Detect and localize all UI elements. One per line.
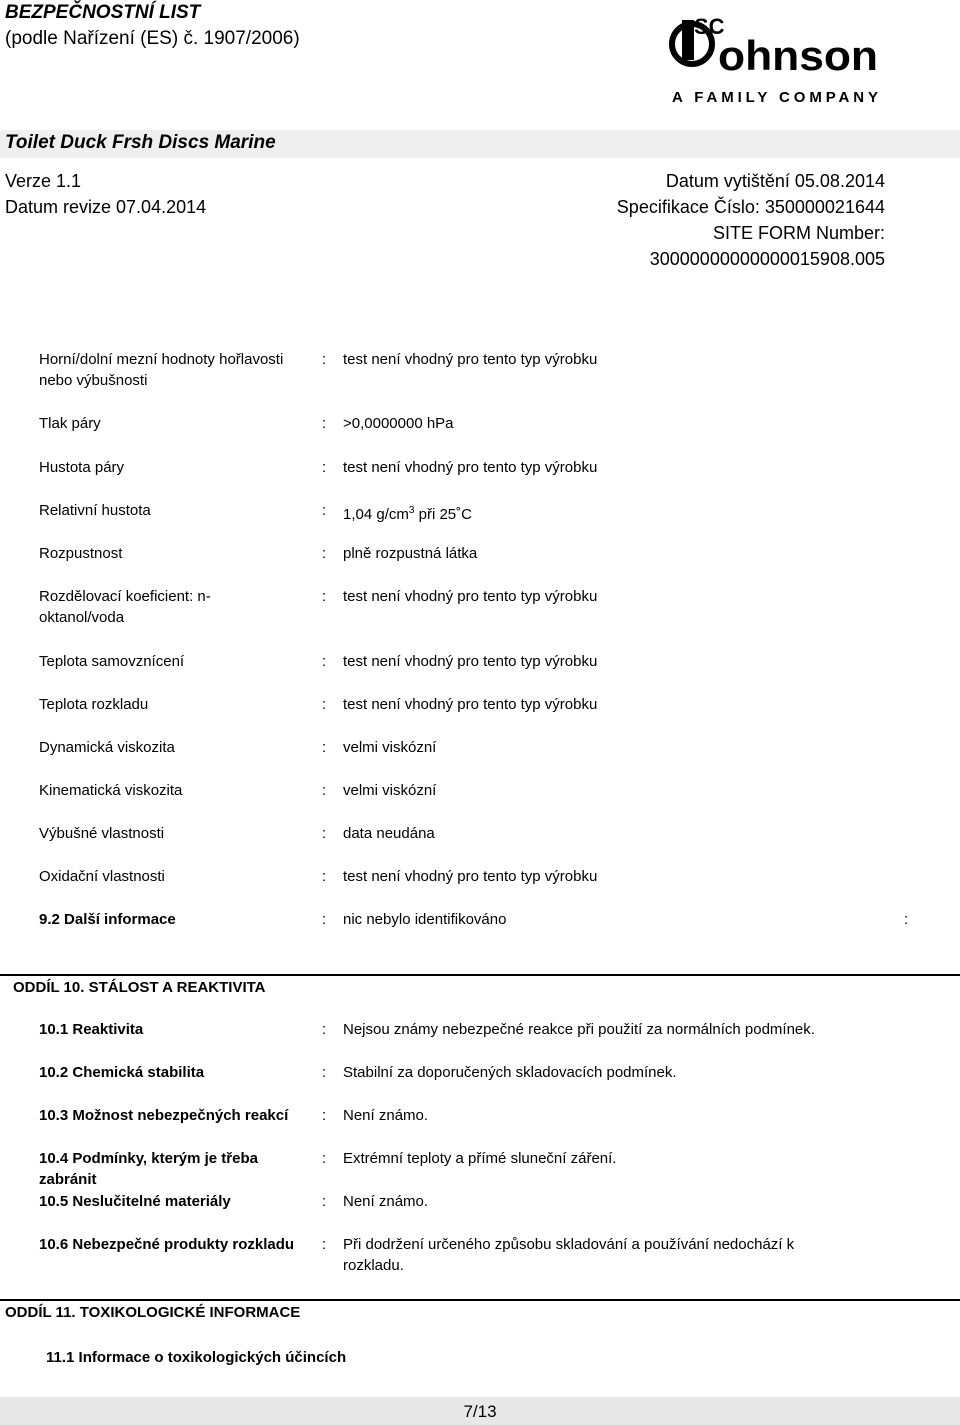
property-label: Rozdělovací koeficient: n-oktanol/voda xyxy=(39,588,211,626)
spec-number: Specifikace Číslo: 350000021644 xyxy=(616,197,885,217)
colon: : xyxy=(322,415,327,432)
colon: : xyxy=(322,588,327,605)
property-label: Teplota rozkladu xyxy=(39,696,149,713)
section-11-subheading: 11.1 Informace o toxikologických účincích xyxy=(46,1349,347,1366)
property-label: Hustota páry xyxy=(39,459,125,476)
property-value: 1,04 $g/cm^3$ při 25˚C xyxy=(343,505,472,523)
revision-date: Datum revize 07.04.2014 xyxy=(5,197,207,217)
trailing-colon: : xyxy=(904,911,909,928)
property-label: Horní/dolní mezní hodnoty hořlavosti nebo výbušnosti xyxy=(39,351,284,389)
property-label: Tlak páry xyxy=(39,415,101,432)
colon: : xyxy=(322,868,327,885)
reactivity-value: Nejsou známy nebezpečné reakce při použití za normálních podmínek. xyxy=(343,1021,815,1038)
product-name: Toilet Duck Frsh Discs Marine xyxy=(5,132,276,153)
version: Verze 1.1 xyxy=(5,171,82,191)
stability-value: Stabilní za doporučených skladovacích podmínek. xyxy=(343,1064,677,1081)
colon: : xyxy=(322,1021,327,1038)
property-value: test není vhodný pro tento typ výrobku xyxy=(343,351,598,368)
property-value: velmi viskózní xyxy=(343,739,437,756)
property-label: Rozpustnost xyxy=(39,545,123,562)
page-number: 7/13 xyxy=(463,1402,497,1421)
conditions-to-avoid-label: 10.4 Podmínky, kterým je třeba zabránit xyxy=(39,1150,258,1188)
colon: : xyxy=(322,911,327,928)
further-info-label: 9.2 Další informace xyxy=(39,911,176,928)
colon: : xyxy=(322,653,327,670)
property-value: velmi viskózní xyxy=(343,782,437,799)
property-label: Výbušné vlastnosti xyxy=(39,825,165,842)
sc-johnson-logo-graphic xyxy=(668,10,880,108)
property-value: test není vhodný pro tento typ výrobku xyxy=(343,459,598,476)
property-label: Oxidační vlastnosti xyxy=(39,868,165,885)
property-value: test není vhodný pro tento typ výrobku xyxy=(343,696,598,713)
property-value: data neudána xyxy=(343,825,435,842)
section-divider xyxy=(0,1299,960,1301)
colon: : xyxy=(322,1236,327,1253)
svg-text:SC: SC xyxy=(694,14,725,39)
property-value: test není vhodný pro tento typ výrobku xyxy=(343,588,598,605)
property-value: >0,0000000 hPa xyxy=(343,415,454,432)
svg-text:A FAMILY COMPANY: A FAMILY COMPANY xyxy=(672,89,878,106)
conditions-to-avoid-value: Extrémní teploty a přímé sluneční záření. xyxy=(343,1150,617,1167)
site-form-label: SITE FORM Number: xyxy=(712,223,885,243)
colon: : xyxy=(322,782,327,799)
incompatible-materials-value: Není známo. xyxy=(343,1193,429,1210)
colon: : xyxy=(322,739,327,756)
colon: : xyxy=(322,1193,327,1210)
colon: : xyxy=(322,1107,327,1124)
property-label: Teplota samovznícení xyxy=(39,653,185,670)
property-value: test není vhodný pro tento typ výrobku xyxy=(343,653,598,670)
site-form-number: 30000000000000015908.005 xyxy=(649,249,885,269)
property-label: Kinematická viskozita xyxy=(39,782,183,799)
section-11-heading: ODDÍL 11. TOXIKOLOGICKÉ INFORMACE xyxy=(5,1304,301,1321)
reactivity-label: 10.1 Reaktivita xyxy=(39,1021,144,1038)
document-title: BEZPEČNOSTNÍ LIST xyxy=(5,2,201,23)
colon: : xyxy=(322,1150,327,1167)
section-10-heading: ODDÍL 10. STÁLOST A REAKTIVITA xyxy=(13,979,266,996)
colon: : xyxy=(322,545,327,562)
sc-johnson-logo xyxy=(668,10,880,108)
hazardous-reactions-value: Není známo. xyxy=(343,1107,429,1124)
decomposition-products-value: Při dodržení určeného způsobu skladování a používání nedochází k rozkladu. xyxy=(343,1236,795,1274)
property-label: Dynamická viskozita xyxy=(39,739,175,756)
stability-label: 10.2 Chemická stabilita xyxy=(39,1064,205,1081)
regulation-reference: (podle Nařízení (ES) č. 1907/2006) xyxy=(5,28,300,49)
colon: : xyxy=(322,1064,327,1081)
section-divider xyxy=(0,974,960,976)
further-info-value: nic nebylo identifikováno xyxy=(343,911,507,928)
decomposition-products-label: 10.6 Nebezpečné produkty rozkladu xyxy=(39,1236,295,1253)
property-value: test není vhodný pro tento typ výrobku xyxy=(343,868,598,885)
incompatible-materials-label: 10.5 Neslučitelné materiály xyxy=(39,1193,231,1210)
property-value: plně rozpustná látka xyxy=(343,545,478,562)
hazardous-reactions-label: 10.3 Možnost nebezpečných reakcí xyxy=(39,1107,289,1124)
colon: : xyxy=(322,825,327,842)
property-label: Relativní hustota xyxy=(39,502,151,519)
colon: : xyxy=(322,351,327,368)
colon: : xyxy=(322,459,327,476)
colon: : xyxy=(322,696,327,713)
print-date: Datum vytištění 05.08.2014 xyxy=(665,171,885,191)
svg-text:ohnson: ohnson xyxy=(718,32,878,79)
colon: : xyxy=(322,502,327,519)
